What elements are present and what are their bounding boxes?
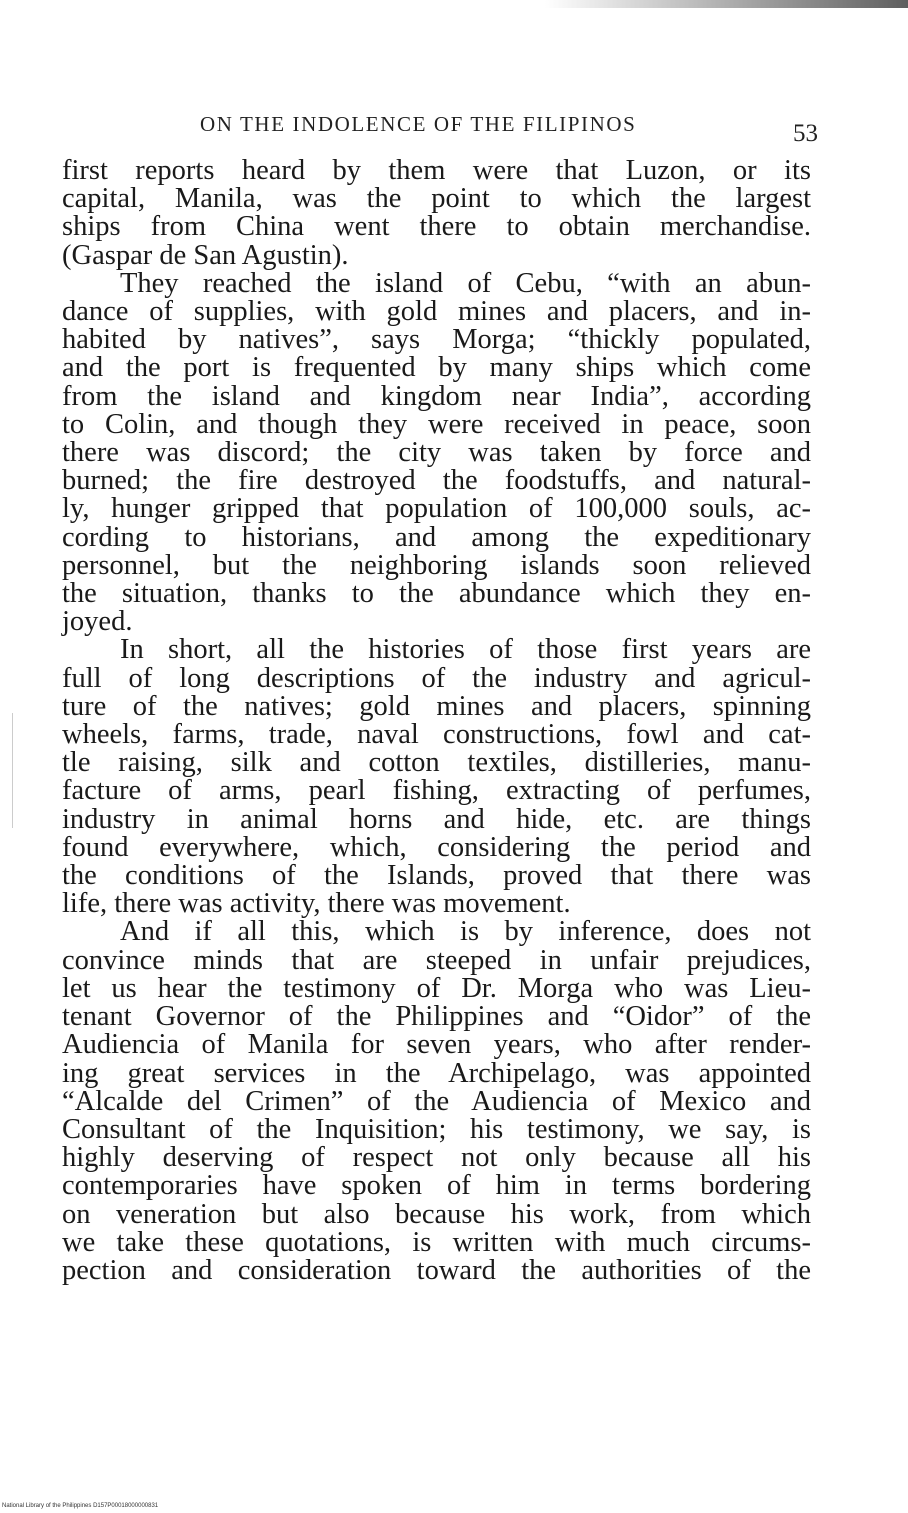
text-line: Audiencia of Manila for seven years, who after render- <box>62 1029 811 1061</box>
paragraph-3 <box>62 636 811 918</box>
text-line: industry in animal horns and hide, etc. are things <box>62 803 811 835</box>
text-line: ships from China went there to obtain merchandise. <box>62 211 811 243</box>
text-line: habited by natives”, says Morga; “thickly populated, <box>62 324 811 356</box>
text-line: joyed. <box>62 606 133 638</box>
text-line: from the island and kingdom near India”, according <box>62 380 811 412</box>
text-line: cording to historians, and among the expeditionary <box>62 521 811 553</box>
footer-item-code: D157P00018000000831 <box>93 1503 159 1509</box>
text-line: highly deserving of respect not only because all his <box>62 1142 811 1174</box>
text-line: tenant Governor of the Philippines and “Oidor” of the <box>62 1001 811 1033</box>
text-line: full of long descriptions of the industry and agricul- <box>62 662 811 694</box>
text-line: the conditions of the Islands, proved that there was <box>62 860 811 892</box>
margin-pencil-mark <box>12 713 17 828</box>
text-line: dance of supplies, with gold mines and placers, and in- <box>62 296 811 328</box>
page-number: 53 <box>793 120 818 147</box>
text-line: ture of the natives; gold mines and placers, spinning <box>62 690 811 722</box>
text-line: ly, hunger gripped that population of 100,000 souls, ac- <box>62 493 811 525</box>
text-line: the situation, thanks to the abundance which they en- <box>62 578 811 610</box>
paragraph-2 <box>62 267 811 638</box>
text-line: on veneration but also because his work, from which <box>62 1198 811 1230</box>
text-line: Consultant of the Inquisition; his testimony, we say, is <box>62 1113 811 1145</box>
text-line: we take these quotations, is written with much circums- <box>62 1226 811 1258</box>
body-text <box>62 157 811 1285</box>
text-line: And if all this, which is by inference, does not <box>120 916 811 948</box>
text-line: tle raising, silk and cotton textiles, distilleries, manu- <box>62 747 811 779</box>
scan-top-edge <box>0 0 908 8</box>
text-line: ing great services in the Archipelago, was appointed <box>62 1057 811 1089</box>
text-line: let us hear the testimony of Dr. Morga who was Lieu- <box>62 972 811 1004</box>
text-line: life, there was activity, there was movement. <box>62 888 571 920</box>
text-line: They reached the island of Cebu, “with an abun- <box>120 267 811 299</box>
text-line: found everywhere, which, considering the period and <box>62 831 811 863</box>
text-line: wheels, farms, trade, naval constructions, fowl and cat- <box>62 719 811 751</box>
footer-library-label: National Library of the Philippines <box>2 1503 92 1509</box>
text-line: to Colin, and though they were received in peace, soon <box>62 408 811 440</box>
text-line: pection and consideration toward the authorities of the <box>62 1254 811 1286</box>
text-line: capital, Manila, was the point to which the largest <box>62 183 811 215</box>
paragraph-4 <box>62 918 811 1285</box>
text-line: “Alcalde del Crimen” of the Audiencia of Mexico and <box>62 1085 811 1117</box>
text-line: and the port is frequented by many ships which come <box>62 352 811 384</box>
paragraph-1 <box>62 157 811 270</box>
text-line: convince minds that are steeped in unfair prejudices, <box>62 944 811 976</box>
text-line: facture of arms, pearl fishing, extracting of perfumes, <box>62 775 811 807</box>
text-line: personnel, but the neighboring islands soon relieved <box>62 549 811 581</box>
text-line: In short, all the histories of those first years are <box>120 634 811 666</box>
running-header: ON THE INDOLENCE OF THE FILIPINOS <box>200 112 637 136</box>
scan-footer <box>2 1503 158 1509</box>
text-line: there was discord; the city was taken by force and <box>62 437 811 469</box>
text-line: first reports heard by them were that Luzon, or its <box>62 155 811 186</box>
text-line: (Gaspar de San Agustin). <box>62 239 349 271</box>
text-line: burned; the fire destroyed the foodstuffs, and natural- <box>62 465 811 497</box>
text-line: contemporaries have spoken of him in terms bordering <box>62 1170 811 1202</box>
